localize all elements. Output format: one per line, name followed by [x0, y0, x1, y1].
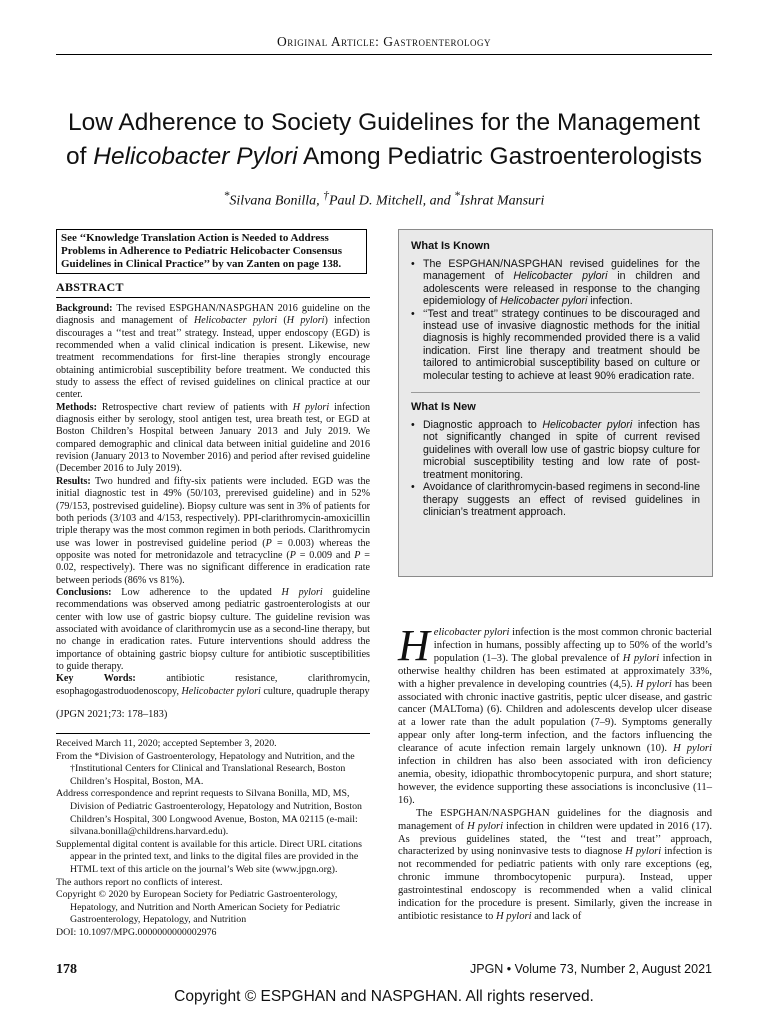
journal-citation: (JPGN 2021;73: 178–183)	[56, 709, 168, 720]
what-is-known-box	[398, 229, 713, 577]
author-list	[0, 189, 768, 210]
methods-label: Methods:	[56, 401, 97, 413]
journal-footer: JPGN • Volume 73, Number 2, August 2021	[469, 962, 712, 976]
running-header: Original Article: Gastroenterology	[277, 34, 491, 49]
title-italic: Helicobacter Pylori	[93, 143, 298, 170]
background-text-c: ) infection discourages a ‘‘test and treat’’ strategy. Instead, upper endoscopy (EGD) is recommended when a valid clinical indication is present. Likewise, new treatment recommendations for first-line therapies strongly encourage obtaining antimicrobial susceptibility before treatment. We conducted this study to assess the effect of revised guidelines on clinical practice at our center.	[56, 315, 371, 401]
known-1-italic-2: Helicobacter pylori	[500, 295, 588, 308]
abstract-divider	[56, 297, 370, 298]
new-1-text-a: Diagnostic approach to	[423, 419, 543, 432]
keywords-label: Key Words:	[56, 673, 136, 684]
new-2-text: Avoidance of clarithromycin-based regimens in second-line therapy suggests an effect of revised guidelines in clinician’s treatment approach.	[423, 481, 700, 518]
intro-1-text-d: infection in children has also been associated with iron deficiency anemia, obesity, idiopathic thrombocytopenic purpura, and short stature; however, the evidence supporting these associations is inconclusive (11–16).	[398, 756, 712, 806]
related-article-box: See ‘‘Knowledge Translation Action is Needed to Address Problems in Adherence to Pediatric Helicobacter Consensus Guidelines in Clinical Practice’’ by van Zanten on page 138.	[56, 229, 367, 274]
intro-2-italic-1: H pylori	[467, 820, 504, 832]
methods-text-a: Retrospective chart review of patients with	[96, 401, 293, 413]
footnote-affiliations: From the *Division of Gastroenterology, Hepatology and Nutrition, and the †Institutional Centers for Clinical and Translational Research, Boston Children’s Hospital, Boston, MA.	[56, 750, 355, 787]
results-text-b: = 0.003) whereas the opposite was noted for metronidazole and tetracycline (	[56, 537, 370, 561]
results-text-d: = 0.02, respectively). There was no significant difference in eradication rate between periods (86% vs 81%).	[56, 549, 370, 586]
intro-1-italic-1: elicobacter pylori	[433, 627, 510, 638]
intro-1-text-a: infection is the most common chronic bacterial infection in humans, possibly affecting up to 50% of the world’s population (1–3). The global prevalence of	[433, 627, 712, 664]
abstract-conclusions	[56, 587, 370, 673]
author-1-mark: *	[223, 189, 230, 202]
what-is-known-heading: What Is Known	[411, 240, 490, 252]
new-1-text-b: infection has not significantly changed in spite of current revised guidelines with overall low use of gastric biopsy culture for microbial susceptibility testing and low rate of post-treatment monitoring.	[423, 419, 700, 481]
intro-1-text-c: has been associated with chronic inactive gastritis, peptic ulcer disease, and gastric cancer (MALToma) (6). Children and adolescents develop ulcer disease at a lower rate than the adult population (7–9). Symptoms generally appear only after long-term infection, and the factors influencing the clearance of acute infection remain largely unknown (10).	[398, 678, 713, 755]
conclusions-italic: H pylori	[281, 586, 323, 598]
known-item-1	[411, 258, 700, 308]
footnote-supplemental: Supplemental digital content is available for this article. Direct URL citations appear in the printed text, and links to the digital files are provided in the HTML text of this article on the journal’s Web site (www.jpgn.org).	[56, 838, 362, 875]
results-text-a: Two hundred and fifty-six patients were included. EGD was the initial diagnostic test in 49% (50/103, prerevised guideline) and in 52% (79/153, postrevised guideline). Biopsy culture was sent in 3% of patients for both periods (3/103 and 4/153, respectively). PPI-clarithromycin-amoxicillin triple therapy was the most common regimen in both periods. Clarithromycin use was lower in postrevised guideline period (	[56, 475, 370, 549]
header-divider	[56, 54, 712, 55]
footnote-copyright: Copyright © 2020 by European Society for Pediatric Gastroenterology, Hepatology, and Nutrition and North American Society for Pediatric Gastroenterology, Hepatology, and Nutrition	[56, 889, 341, 926]
key-words	[56, 673, 370, 698]
article-title	[40, 106, 728, 174]
known-1-text-a: The ESPGHAN/NASPGHAN revised guidelines for the management of	[423, 258, 700, 283]
known-item-2	[411, 308, 700, 382]
abstract-heading: ABSTRACT	[56, 280, 124, 294]
footnote-conflicts: The authors report no conflicts of interest.	[56, 876, 223, 888]
background-italic-1: Helicobacter pylori	[193, 315, 278, 327]
abstract-background	[56, 303, 370, 402]
page-number: 178	[56, 962, 77, 977]
results-p-3: P	[354, 549, 361, 561]
known-2-text: ‘‘Test and treat’’ strategy continues to be discouraged and instead use of invasive diagnostic methods for the initial diagnosis is highly recommended provided there is a valid indication. First line therapy and treatment should be tailored to antimicrobial susceptibility based on culture or molecular testing to achieve at least 90% eradication rate.	[423, 307, 700, 382]
intro-2-text-d: and lack of	[531, 910, 582, 922]
intro-1-italic-3: H pylori	[635, 678, 672, 690]
abstract-methods	[56, 402, 370, 476]
introduction-text	[398, 621, 713, 924]
footnote-correspondence: Address correspondence and reprint requests to Silvana Bonilla, MD, MS, Division of Pediatric Gastroenterology, Hepatology and Nutrition, Boston Children’s Hospital, 300 Longwood Avenue, Boston, MA 02115 (e-mail: silvana.bonilla@childrens.harvard.edu).	[56, 788, 362, 838]
known-1-text-c: infection.	[587, 295, 633, 308]
methods-text-b: infection diagnosis either by serology, stool antigen test, urea breath test, or EGD at Boston Children’s Hospital between January 2013 and July 2019. We compared demographic and clinical data between initial guideline and 2016 revision (January 2013 to November 2016) and period after revised guideline (December 2016 to July 2019).	[56, 401, 370, 475]
keywords-text-a: antibiotic resistance, clarithromycin, esophagogastroduodenoscopy,	[56, 673, 371, 697]
results-p-1: P	[265, 537, 272, 549]
abstract-body	[56, 303, 370, 673]
what-is-new-heading: What Is New	[411, 401, 476, 414]
background-text-b: (	[277, 315, 287, 327]
author-1: Silvana Bonilla,	[229, 193, 320, 209]
abstract-results	[56, 476, 370, 587]
what-is-known-list	[411, 258, 700, 382]
intro-2-italic-3: H pylori	[495, 910, 532, 922]
keywords-text-b: culture, quadruple therapy	[260, 685, 370, 697]
intro-1-italic-2: H pylori	[622, 652, 660, 664]
intro-2-text-c: infection is not recommended for pediatric patients with only rare exceptions (eg, chronic immune thrombocytopenic purpura). Instead, upper gastrointestinal endoscopy is recommended when a valid clinical indication for the procedure is present. Similarly, given the increase in antibiotic resistance to	[398, 846, 712, 922]
background-text-a: The revised ESPGHAN/NASPGHAN 2016 guideline on the diagnosis and management of	[56, 303, 370, 327]
background-label: Background:	[56, 303, 113, 314]
drop-cap: H	[398, 621, 430, 670]
results-p-2: P	[289, 549, 296, 561]
conclusions-text-a: Low adherence to the updated	[111, 586, 282, 598]
title-suffix: Among Pediatric Gastroenterologists	[297, 143, 702, 170]
intro-2-italic-2: H pylori	[625, 846, 662, 858]
known-1-italic: Helicobacter pylori	[513, 270, 608, 283]
article-footnotes	[56, 738, 370, 940]
keywords-italic: Helicobacter pylori	[181, 685, 261, 697]
intro-1-italic-4: H pylori	[673, 743, 713, 755]
intro-paragraph-2	[398, 808, 712, 924]
title-prefix: of	[66, 143, 94, 170]
intro-1-text-b: infection in otherwise healthy children has been estimated at approximately 33%, with a higher prevalence in developing countries (4,5).	[398, 652, 712, 690]
results-text-c: = 0.009 and	[295, 549, 355, 561]
intro-2-text-a: The ESPGHAN/NASPGHAN guidelines for the diagnosis and management of	[398, 807, 712, 832]
results-label: Results:	[56, 475, 91, 487]
copyright-banner: Copyright © ESPGHAN and NASPGHAN. All rights reserved.	[174, 988, 594, 1005]
new-1-italic: Helicobacter pylori	[542, 419, 633, 432]
what-is-new-list	[411, 419, 700, 518]
new-item-1	[411, 419, 700, 481]
conclusions-text-b: guideline recommendations was observed among pediatric gastroenterologists at our center with low use of gastric biopsy culture. The guideline revision was associated with avoidance of clarithromycin use as a second-line therapy, but no change in eradication rates. Future interventions should address the importance of obtaining gastric biopsy culture for antibiotic susceptibilities to guide therapy.	[56, 586, 370, 672]
author-3: Ishrat Mansuri	[460, 193, 545, 209]
conclusions-label: Conclusions:	[56, 586, 112, 598]
intro-paragraph-1	[398, 621, 713, 808]
title-line-1: Low Adherence to Society Guidelines for the Management	[68, 109, 700, 136]
known-1-text-b: in children and adolescents were released in response to the changing epidemiology of	[423, 270, 700, 308]
methods-italic: H pylori	[292, 401, 330, 413]
footnote-received: Received March 11, 2020; accepted September 3, 2020.	[56, 738, 277, 749]
background-italic-2: H pylori	[286, 315, 325, 327]
footnote-divider	[56, 733, 370, 734]
author-3-mark: *	[454, 189, 460, 202]
footnote-doi: DOI: 10.1097/MPG.0000000000002976	[56, 926, 217, 938]
intro-2-text-b: infection in children were updated in 2016 (17). As previous guidelines stated, the ‘‘test and treat’’ approach, characterized by using noninvasive tests to diagnose	[398, 820, 712, 858]
author-and: and	[429, 193, 451, 209]
author-2: Paul D. Mitchell,	[328, 193, 427, 209]
author-2-mark: †	[323, 189, 329, 202]
new-item-2	[411, 481, 700, 518]
known-box-divider	[411, 392, 700, 393]
